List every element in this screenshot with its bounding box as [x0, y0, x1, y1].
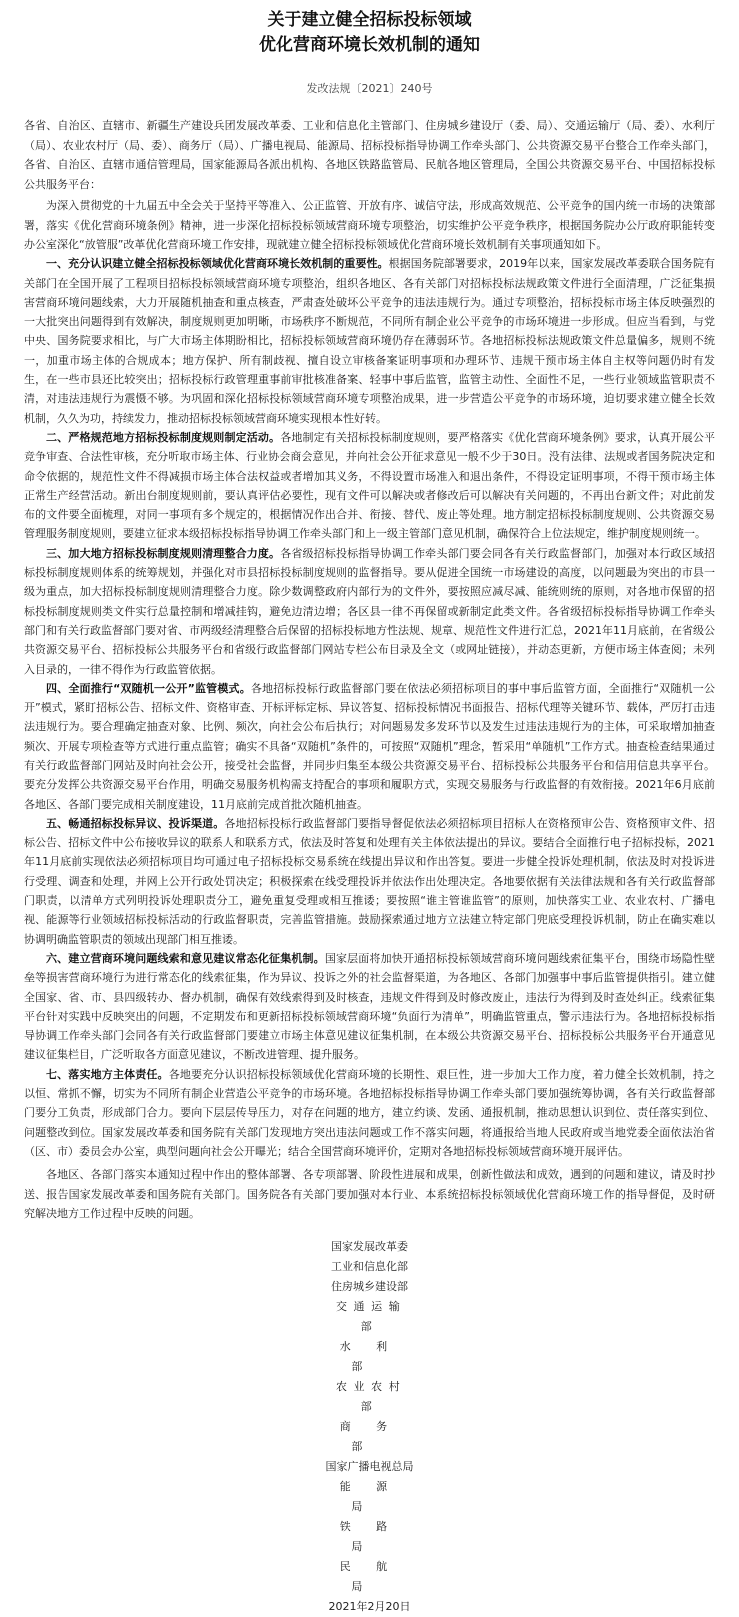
document-number: 发改法规〔2021〕240号 [306, 82, 433, 95]
section-7-heading: 七、落实地方主体责任。 [46, 1067, 169, 1081]
addressee-paragraph: 各省、自治区、直辖市、新疆生产建设兵团发展改革委、工业和信息化主管部门、住房城乡建设厅（委、局）、交通运输厅（局、委）、水利厅（局）、农业农村厅（局、委）、商务厅（局）、广播电视局、能源局、招标投标指导协调工作牵头部门、公共资源交易平台整合工作牵头部门，各省、自治区、直辖市通信管理局，国家能源局各派出机构、各地区铁路监管局、民航各地区管理局，全国公共资源交易平台、中国招标投标公共服务平台： [24, 119, 715, 191]
section-3-heading: 三、加大地方招标投标制度规则清理整合力度。 [46, 546, 281, 560]
section-6-body: 国家层面将加快开通招标投标领域营商环境问题线索征集平台，围绕市场隐性壁垒等损害营商环境行为进行常态化的线索征集，作为异议、投诉之外的社会监督渠道，为各地区、各部门加强事中事后监管提供指引。建立健全国家、省、市、县四级转办、督办机制，确保有效线索得到及时核查，违规文件得到及时修改废止，违法行为得到及时查处纠正。线索征集平台针对实践中反映突出的问题，不定期发布和更新招标投标领域营商环境“负面行为清单”，明确监管重点，警示违法行为。各地招标投标指导协调工作牵头部门会同各有关行政监督部门要建立市场主体意见建议征集机制，在本级公共资源交易平台、招标投标公共服务平台开通意见建议征集栏目，广泛听取各方面意见建议，不断改进管理、提升服务。 [24, 951, 715, 1062]
closing-paragraph: 各地区、各部门落实本通知过程中作出的整体部署、各专项部署、阶段性进展和成果，创新性做法和成效，遇到的问题和建议，请及时抄送、报告国家发展改革委和国务院有关部门。国务院各有关部门要加强对本行业、本系统招标投标领域优化营商环境工作的指导督促，及时研究解决地方工作过程中反映的问题。 [24, 1168, 715, 1220]
signatory-ndrc: 国家发展改革委 [331, 1240, 408, 1254]
section-2 [24, 428, 715, 544]
section-4-body: 各地招标投标行政监督部门要在依法必须招标项目的事中事后监管方面，全面推行“双随机一公开”模式，紧盯招标公告、招标文件、资格审查、开标评标定标、异议答复、招标投标情况书面报告、招标代理等关键环节、载体，严厉打击违法违规行为。要合理确定抽查对象、比例、频次，向社会公布后执行；对问题易发多发环节以及发生过违法违规行为的主体，可采取增加抽查频次、开展专项检查等方式进行重点监管；确实不具备“双随机”条件的，可按照“双随机”理念，暂采用“单随机”工作方式。抽查检查结果通过有关行政监督部门网站及时向社会公开，接受社会监督，并同步归集至本级公共资源交易平台、招标投标公共服务平台和信用信息共享平台。要充分发挥公共资源交易平台作用，明确交易服务机构需支持配合的事项和履职方式，实现交易服务与行政监督的有效衔接。2021年6月底前各地区、各部门要完成相关制度建设，11月底前完成首批次随机抽查。 [24, 681, 715, 811]
section-5 [24, 814, 715, 949]
section-5-heading: 五、畅通招标投标异议、投诉渠道。 [46, 816, 225, 830]
signatory-mwr: 水利部 [339, 1340, 413, 1374]
signatory-mohurd: 住房城乡建设部 [331, 1280, 408, 1294]
section-3-body: 各省级招标投标指导协调工作牵头部门要会同各有关行政监督部门，加强对本行政区域招标投标制度规则体系的统筹规划，并强化对市县招标投标制度规则的监督指导。要从促进全国统一市场建设的高度，以问题最为突出的市县一级为重点，加大招标投标制度规则清理整合力度。除少数调整政府内部行为的文件外，要按照应减尽减、能统则统的原则，对各地市保留的招标投标制度规则类文件实行总量控制和增减挂钩，避免边清边增；各区县一律不再保留或新制定此类文件。各省级招标投标指导协调工作牵头部门和有关行政监督部门要对省、市两级经清理整合后保留的招标投标地方性法规、规章、规范性文件进行汇总，2021年11月底前，在省级公共资源交易平台、招标投标公共服务平台和省级行政监督部门网站专栏公布目录及全文（或网址链接），并动态更新，方便市场主体查阅；未列入目录的，一律不得作为行政监管依据。 [24, 546, 715, 676]
section-1 [24, 254, 715, 428]
signatory-moa: 农业农村部 [335, 1380, 407, 1414]
section-2-heading: 二、严格规范地方招标投标制度规则制定活动。 [46, 430, 281, 444]
section-4 [24, 679, 715, 814]
section-6-heading: 六、建立营商环境问题线索和意见建议常态化征集机制。 [46, 951, 325, 965]
section-2-body: 各地制定有关招标投标制度规则，要严格落实《优化营商环境条例》要求，认真开展公平竞争审查、合法性审核，充分听取市场主体、行业协会商会意见，并向社会公开征求意见一般不少于30日。没有法律、法规或者国务院决定和命令依据的，规范性文件不得减损市场主体合法权益或者增加其义务，不得设置市场准入和退出条件，不得设定证明事项，不得干预市场主体正常生产经营活动。新出台制度规则前，要认真评估必要性，现有文件可以解决或者修改后可以解决有关问题的，不再出台新文件；对此前发布的文件要全面梳理，对同一事项有多个规定的，根据情况作出合并、衔接、替代、废止等处理。地方制定招标投标制度规则、公共资源交易管理服务制度规则，要建立征求本级招标投标指导协调工作牵头部门和上一级主管部门意见机制，确保符合上位法规定，维护制度规则统一。 [24, 430, 715, 541]
section-1-body: 根据国务院部署要求，2019年以来，国家发展改革委联合国务院有关部门在全国开展了工程项目招标投标领域营商环境专项整治，组织各地区、各有关部门对招标投标法规政策文件进行全面清理，广泛征集损害营商环境问题线索，大力开展随机抽查和重点核查，严肃查处破坏公平竞争的违法违规行为。通过专项整治，招标投标市场主体反映强烈的一大批突出问题得到有效解决，制度规则更加明晰，市场秩序不断规范，不同所有制企业公平竞争的市场环境进一步形成。但应当看到，与党中央、国务院要求相比，与广大市场主体期盼相比，招标投标领域营商环境仍存在薄弱环节。各地招标投标法规政策文件总量偏多，规则不统一，加重市场主体的合规成本；地方保护、所有制歧视、擅自设立审核备案证明事项和办理环节、违规干预市场主体自主权等问题仍时有发生，在一些市县还比较突出；招标投标行政管理重事前审批核准备案、轻事中事后监管，监管主动性、全面性不足，一些行业领域监管职责不清，对违法违规行为震慑不够。为巩固和深化招标投标领域营商环境专项整治成果，进一步营造公平竞争的市场环境，迫切要求建立健全长效机制，久久为功，持续发力，推动招标投标领域营商环境实现根本性好转。 [24, 257, 715, 425]
signatory-mofcom: 商务部 [339, 1420, 413, 1454]
section-4-heading: 四、全面推行“双随机一公开”监管模式。 [46, 681, 251, 695]
section-3 [24, 544, 715, 679]
signatory-nea: 能源局 [339, 1480, 413, 1514]
document-title [24, 8, 715, 58]
signatory-mot: 交通运输部 [335, 1300, 407, 1334]
signatory-nrta: 国家广播电视总局 [325, 1460, 414, 1474]
section-7 [24, 1065, 715, 1161]
signatory-miit: 工业和信息化部 [331, 1260, 408, 1274]
signature-block [24, 1237, 715, 1617]
signatory-caac: 民航局 [339, 1560, 413, 1594]
title-line-1: 关于建立健全招标投标领域 [267, 10, 472, 30]
intro-paragraph: 为深入贯彻党的十九届五中全会关于坚持平等准入、公正监管、开放有序、诚信守法，形成高效规范、公平竞争的国内统一市场的决策部署，落实《优化营商环境条例》精神，进一步深化招标投标领域营商环境专项整治，切实维护公平竞争秩序，根据国务院办公厅政府职能转变办公室深化“放管服”改革优化营商环境工作安排，现就建立健全招标投标领域优化营商环境长效机制有关事项通知如下。 [24, 199, 715, 251]
section-5-body: 各地招标投标行政监督部门要指导督促依法必须招标项目招标人在资格预审公告、资格预审文件、招标公告、招标文件中公布接收异议的联系人和联系方式，依法及时答复和处理有关主体依法提出的异议。要结合全面推行电子招标投标，2021年11月底前实现依法必须招标项目均可通过电子招标投标交易系统在线提出异议和作出答复。要进一步健全投诉处理机制，依法及时对投诉进行受理、调查和处理，并网上公开行政处罚决定；积极探索在线受理投诉并依法作出处理决定。各地要依据有关法律法规和各有关行政监督部门职责，以清单方式列明投诉处理职责分工，避免重复受理或相互推诿；要按照“谁主管谁监管”的原则，加快落实工业、农业农村、广播电视、能源等行业领域招标投标活动的行政监督职责，完善监管措施。鼓励探索通过地方立法建立特定部门兜底受理投诉机制，防止在确实难以协调明确监管职责的领域出现部门相互推诿。 [24, 816, 716, 946]
section-7-body: 各地要充分认识招标投标领域优化营商环境的长期性、艰巨性，进一步加大工作力度，着力健全长效机制，持之以恒、常抓不懈，切实为不同所有制企业营造公平竞争的市场环境。各地招标投标指导协调工作牵头部门要加强统筹协调，各有关行政监督部门要分工负责，形成部门合力。要向下层层传导压力，对存在问题的地方，建立约谈、发函、通报机制，推动思想认识到位、责任落实到位、问题整改到位。国家发展改革委和国务院有关部门发现地方突出违法问题或工作不落实问题，将通报给当地人民政府或当地党委全面依法治省（区、市）委员会办公室，典型问题向社会公开曝光；结合全国营商环境评价，定期对各地招标投标领域营商环境开展评估。 [24, 1067, 716, 1158]
document-date: 2021年2月20日 [328, 1600, 411, 1614]
title-line-2: 优化营商环境长效机制的通知 [259, 35, 480, 55]
signatory-nra: 铁路局 [339, 1520, 413, 1554]
section-6 [24, 949, 715, 1065]
section-1-heading: 一、充分认识建立健全招标投标领域优化营商环境长效机制的重要性。 [46, 257, 389, 271]
